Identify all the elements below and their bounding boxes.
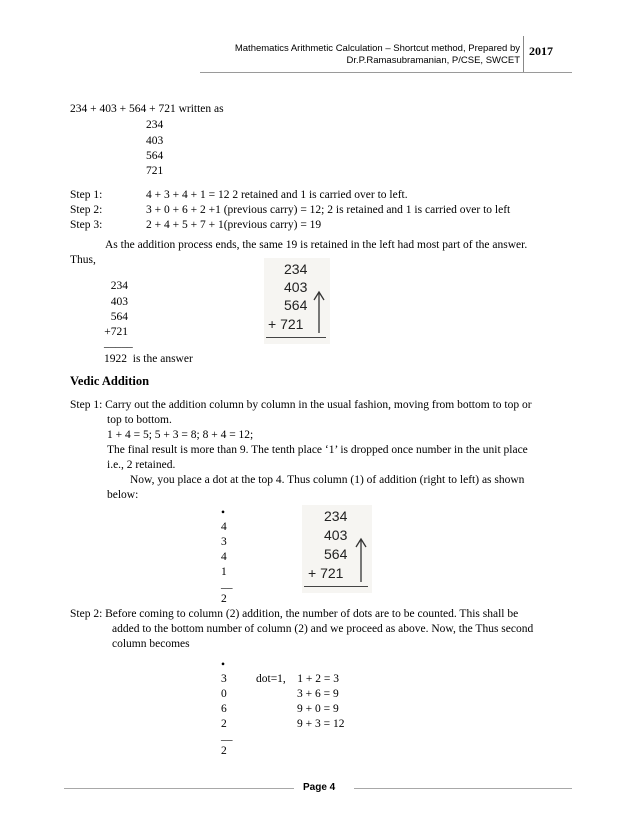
vedic-step2-line: column becomes xyxy=(112,638,190,650)
footer-rule-right xyxy=(354,788,572,789)
step-label: Step 1: xyxy=(70,189,103,201)
vedic-step1-line: i.e., 2 retained. xyxy=(107,459,176,471)
sum-answer-suffix: is the answer xyxy=(127,353,193,365)
sum-underline: _____ xyxy=(104,337,133,349)
footer-rule-left xyxy=(64,788,294,789)
vedic-step1-line: below: xyxy=(107,489,139,501)
column1-digit: 1 xyxy=(221,566,227,578)
header-divider-vertical xyxy=(523,36,524,72)
figure-number: 403 xyxy=(284,279,308,295)
vedic-heading: Vedic Addition xyxy=(70,374,150,388)
figure-number: 564 xyxy=(324,546,348,562)
sum-answer-line xyxy=(104,352,193,366)
vedic-step1-line: top to bottom. xyxy=(107,414,172,426)
column2-result: 2 xyxy=(221,745,227,757)
sum-number: +721 xyxy=(104,326,128,338)
column1-digit: 3 xyxy=(221,536,227,548)
header-rule xyxy=(200,72,572,73)
addition-figure xyxy=(264,258,330,344)
conclusion-thus: Thus, xyxy=(70,254,96,266)
step-text: 2 + 4 + 5 + 7 + 1(previous carry) = 19 xyxy=(146,219,322,231)
page-number: Page 4 xyxy=(303,782,336,793)
up-arrow-icon xyxy=(312,290,326,334)
figure-number: + 721 xyxy=(308,565,344,581)
column1-dot: • xyxy=(221,507,226,519)
vedic-step1-line: Step 1: Carry out the addition column by column in the usual fashion, moving from bottom to top or xyxy=(70,399,532,411)
column1-result: 2 xyxy=(221,593,227,605)
column2-digit: 6 xyxy=(221,703,227,715)
intro-number: 564 xyxy=(146,150,164,162)
step-text: 3 + 0 + 6 + 2 +1 (previous carry) = 12; 2 is retained and 1 is carried over to left xyxy=(146,204,511,216)
figure-number: 403 xyxy=(324,527,348,543)
vedic-step2-line: Step 2: Before coming to column (2) addition, the number of dots are to be counted. This shall be xyxy=(70,608,519,620)
conclusion-line: As the addition process ends, the same 19 is retained in the left had most part of the answer. xyxy=(105,239,528,251)
figure-sum-line xyxy=(266,337,326,338)
header-title-line2: Dr.P.Ramasubramanian, P/CSE, SWCET xyxy=(346,55,520,66)
column2-digit: 3 xyxy=(221,673,227,685)
intro-number: 403 xyxy=(146,135,164,147)
column1-digit: 4 xyxy=(221,521,227,533)
sum-answer: 1922 xyxy=(104,353,127,365)
header-title xyxy=(235,43,520,67)
column2-note: dot=1, 1 + 2 = 3 xyxy=(256,673,340,685)
figure-number: 564 xyxy=(284,297,308,313)
column2-dot: • xyxy=(221,659,226,671)
intro-number: 234 xyxy=(146,119,164,131)
step-label: Step 2: xyxy=(70,204,103,216)
vedic-step1-line: 1 + 4 = 5; 5 + 3 = 8; 8 + 4 = 12; xyxy=(107,429,254,441)
column2-note: 3 + 6 = 9 xyxy=(297,688,339,700)
vedic-step1-line: Now, you place a dot at the top 4. Thus column (1) of addition (right to left) as shown xyxy=(130,474,525,486)
column2-note: 9 + 0 = 9 xyxy=(297,703,339,715)
up-arrow-icon xyxy=(354,537,368,583)
figure-number: 234 xyxy=(324,508,348,524)
sum-number: 403 xyxy=(110,296,128,308)
header-year: 2017 xyxy=(529,44,553,58)
step-label: Step 3: xyxy=(70,219,103,231)
vedic-step1-line: The final result is more than 9. The tenth place ‘1’ is dropped once number in the unit place xyxy=(107,444,528,456)
figure-sum-line xyxy=(304,586,368,587)
intro-number: 721 xyxy=(146,165,164,177)
figure-number: 234 xyxy=(284,261,308,277)
header-title-line1: Mathematics Arithmetic Calculation – Shortcut method, Prepared by xyxy=(234,43,520,54)
addition-figure xyxy=(302,505,372,593)
sum-number: 564 xyxy=(110,311,128,323)
column1-digit: 4 xyxy=(221,551,227,563)
column2-digit: 0 xyxy=(221,688,227,700)
intro-line: 234 + 403 + 564 + 721 written as xyxy=(70,103,224,115)
step-text: 4 + 3 + 4 + 1 = 12 2 retained and 1 is carried over to left. xyxy=(146,189,408,201)
column2-underline: __ xyxy=(221,730,233,742)
sum-number: 234 xyxy=(110,280,128,292)
figure-number: + 721 xyxy=(268,316,304,332)
column2-note: 9 + 3 = 12 xyxy=(297,718,345,730)
column1-underline: __ xyxy=(221,578,233,590)
column2-digit: 2 xyxy=(221,718,227,730)
vedic-step2-line: added to the bottom number of column (2) and we proceed as above. Now, the Thus second xyxy=(112,623,534,635)
